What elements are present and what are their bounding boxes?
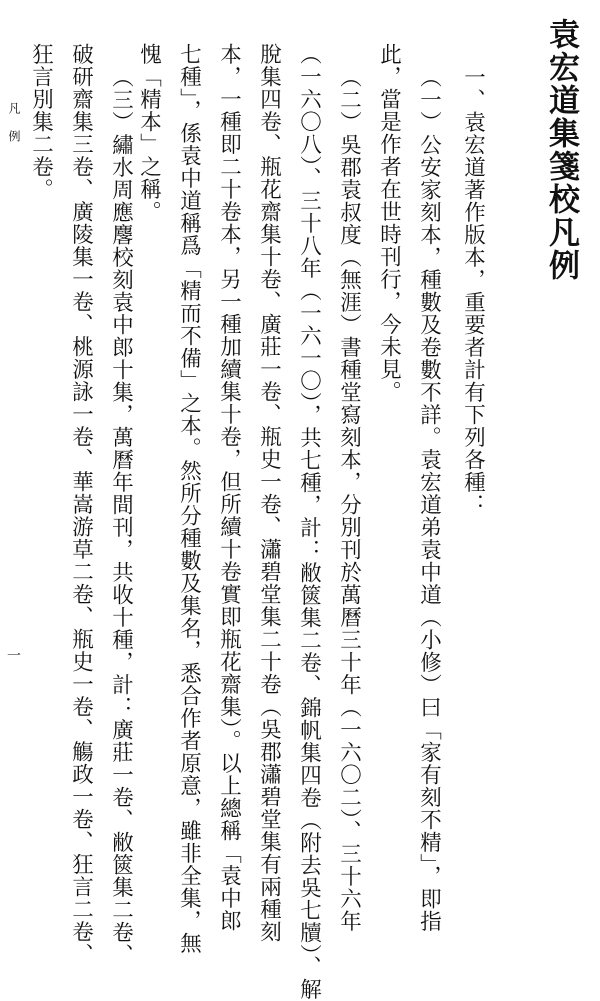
page-number: 一 bbox=[5, 648, 21, 662]
text-column-4: （二）吳郡袁叔度（無涯）書種堂寫刻本，分別刊於萬曆三十年（一六〇二）、三十六年 bbox=[336, 66, 362, 933]
text-column-2: （一）公安家刻本，種數及卷數不詳。袁宏道弟袁中道（小修）曰「家有刻不精」，即指 bbox=[416, 66, 442, 933]
text-column-8: 七種」，係袁中道稱爲「精而不備」之本。然所分種數及集名，悉合作者原意，雖非全集，無 bbox=[176, 43, 202, 955]
text-column-9: 愧「精本」之稱。 bbox=[136, 43, 162, 223]
text-column-11: 破研齋集三卷、廣陵集一卷、桃源詠一卷、華嵩游草二卷、瓶史一卷、觴政一卷、狂言二卷、 bbox=[68, 43, 94, 966]
page-title: 袁宏道集箋校凡例 bbox=[543, 18, 579, 282]
text-column-10: （三）繡水周應麐校刻袁中郎十集，萬曆年間刊，共收十種，計：廣莊一卷、敝篋集二卷、 bbox=[108, 66, 134, 966]
text-column-5: （一六〇八）、三十八年（一六一〇），共七種，計：敝篋集二卷、錦帆集四卷（附去吳七牘）、解 bbox=[296, 43, 322, 1001]
text-column-7: 本，一種即二十卷本，另一種加續集十卷，但所續十卷實即瓶花齋集）。以上總稱「袁中郎 bbox=[216, 43, 242, 933]
text-column-6: 脫集四卷、瓶花齋集十卷、廣莊一卷、瓶史一卷、瀟碧堂集二十卷（吳郡瀟碧堂集有兩種刻 bbox=[256, 43, 282, 943]
text-column-1: 一、袁宏道著作版本，重要者計有下列各種： bbox=[460, 66, 486, 516]
text-column-12: 狂言別集二卷。 bbox=[28, 43, 54, 201]
text-column-3: 此，當是作者在世時刊行，今未見。 bbox=[376, 43, 402, 403]
margin-label: 凡例 bbox=[7, 102, 21, 158]
